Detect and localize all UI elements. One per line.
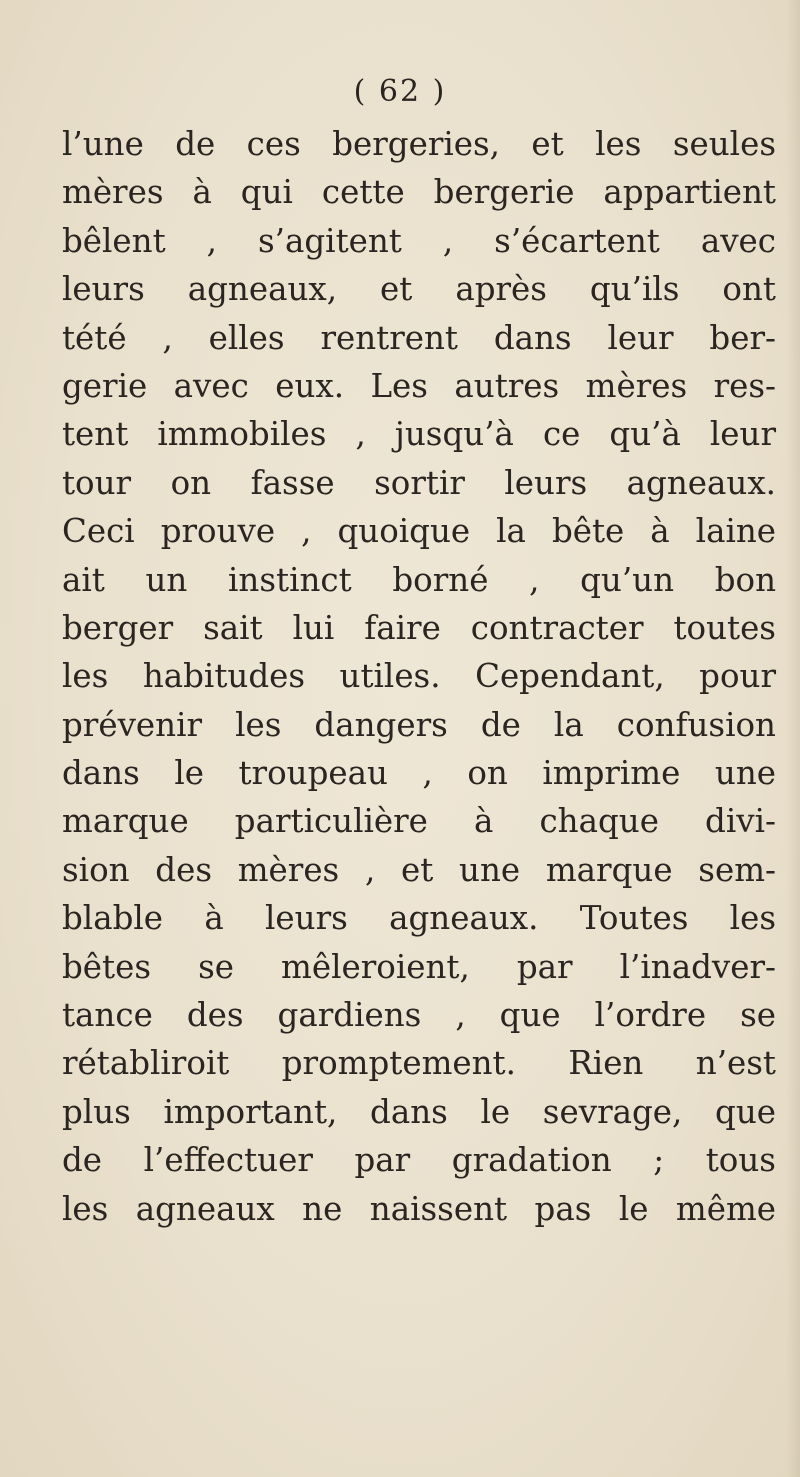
body-text <box>62 120 776 1233</box>
text-line: tance des gardiens , que l’ordre se <box>62 996 776 1035</box>
text-line: plus important, dans le sevrage, que <box>62 1092 776 1131</box>
text-line: marque particulière à chaque divi- <box>62 802 776 841</box>
text-line: blable à leurs agneaux. Toutes les <box>62 899 776 938</box>
text-line: les habitudes utiles. Cependant, pour <box>62 657 776 696</box>
text-line: tent immobiles , jusqu’à ce qu’à leur <box>62 415 776 454</box>
page-edge-shadow <box>786 0 800 1477</box>
text-line: bêtes se mêleroient, par l’inadver- <box>62 947 776 986</box>
text-line: sion des mères , et une marque sem- <box>62 850 776 889</box>
text-line: rétabliroit promptement. Rien n’est <box>62 1044 776 1083</box>
text-line: gerie avec eux. Les autres mères res- <box>62 366 776 405</box>
text-line: tour on fasse sortir leurs agneaux. <box>62 463 776 502</box>
page-number: ( 62 ) <box>353 74 447 109</box>
text-line: Ceci prouve , quoique la bête à laine <box>62 512 776 551</box>
text-line: les agneaux ne naissent pas le même <box>62 1189 776 1228</box>
text-line: leurs agneaux, et après qu’ils ont <box>62 270 776 309</box>
text-line: l’une de ces bergeries, et les seules <box>62 125 776 163</box>
text-line: bêlent , s’agitent , s’écartent avec <box>62 221 776 260</box>
text-line: ait un instinct borné , qu’un bon <box>62 560 776 599</box>
text-line: mères à qui cette bergerie appartient <box>62 173 776 212</box>
text-line: dans le troupeau , on imprime une <box>62 754 776 793</box>
text-line: tété , elles rentrent dans leur ber- <box>62 318 776 357</box>
text-line: de l’effectuer par gradation ; tous <box>62 1141 776 1180</box>
text-line: berger sait lui faire contracter toutes <box>62 608 776 647</box>
text-line: prévenir les dangers de la confusion <box>62 705 776 744</box>
